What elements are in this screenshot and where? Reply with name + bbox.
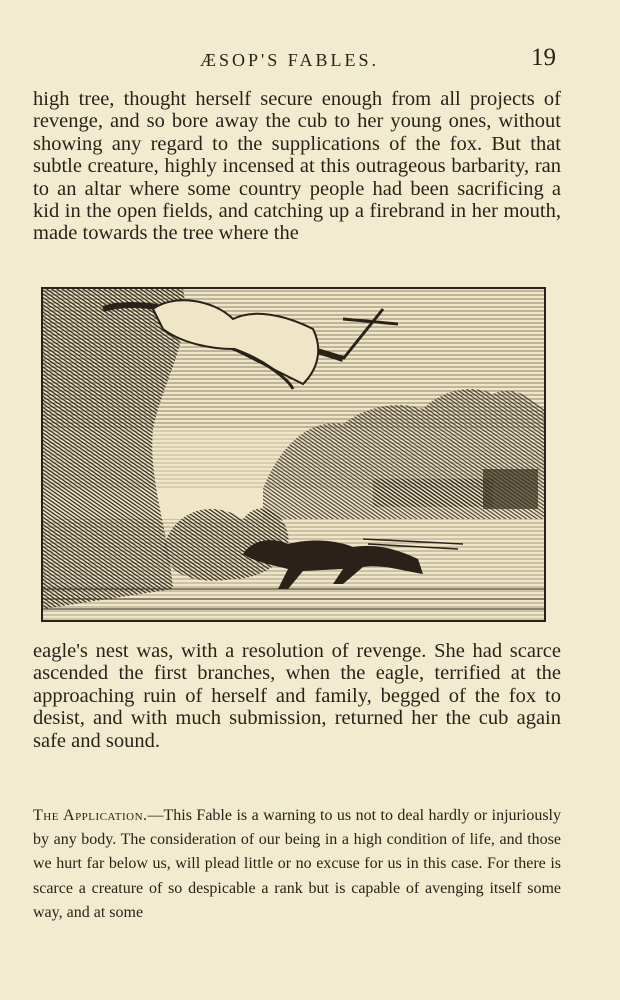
page-header bbox=[0, 40, 620, 80]
application-label: The Application. bbox=[33, 807, 148, 824]
body-paragraph-2: eagle's nest was, with a resolution of revenge. She had scarce ascended the first branches, when the eagle, terrified at the approaching ruin of herself and family, begged of the fox to desist, and with much submission, returned her the cub again safe and sound. bbox=[33, 640, 561, 752]
eagle-and-fox-woodcut-image bbox=[43, 289, 544, 620]
running-title: ÆSOP'S FABLES. bbox=[200, 50, 379, 70]
body-paragraph-1: high tree, thought herself secure enough from all projects of revenge, and so bore away the cub to her young ones, without showing any regard to the supplications of the fox. But that subtle creature, highly incensed at this outrageous barbarity, ran to an altar where some country people had been sacrificing a kid in the open fields, and catching up a firebrand in her mouth, made towards the tree where the bbox=[33, 88, 561, 245]
application-text: —This Fable is a warning to us not to deal hardly or injuriously by any body. The consideration of our being in a high condition of life, and those we hurt far below us, will plead little or no excuse for us in this case. For there is scarce a creature of so despicable a rank but is capable of avenging itself some way, and at some bbox=[33, 807, 562, 921]
woodcut-illustration bbox=[41, 287, 546, 622]
page-number: 19 bbox=[531, 44, 556, 71]
application-paragraph bbox=[33, 804, 561, 925]
